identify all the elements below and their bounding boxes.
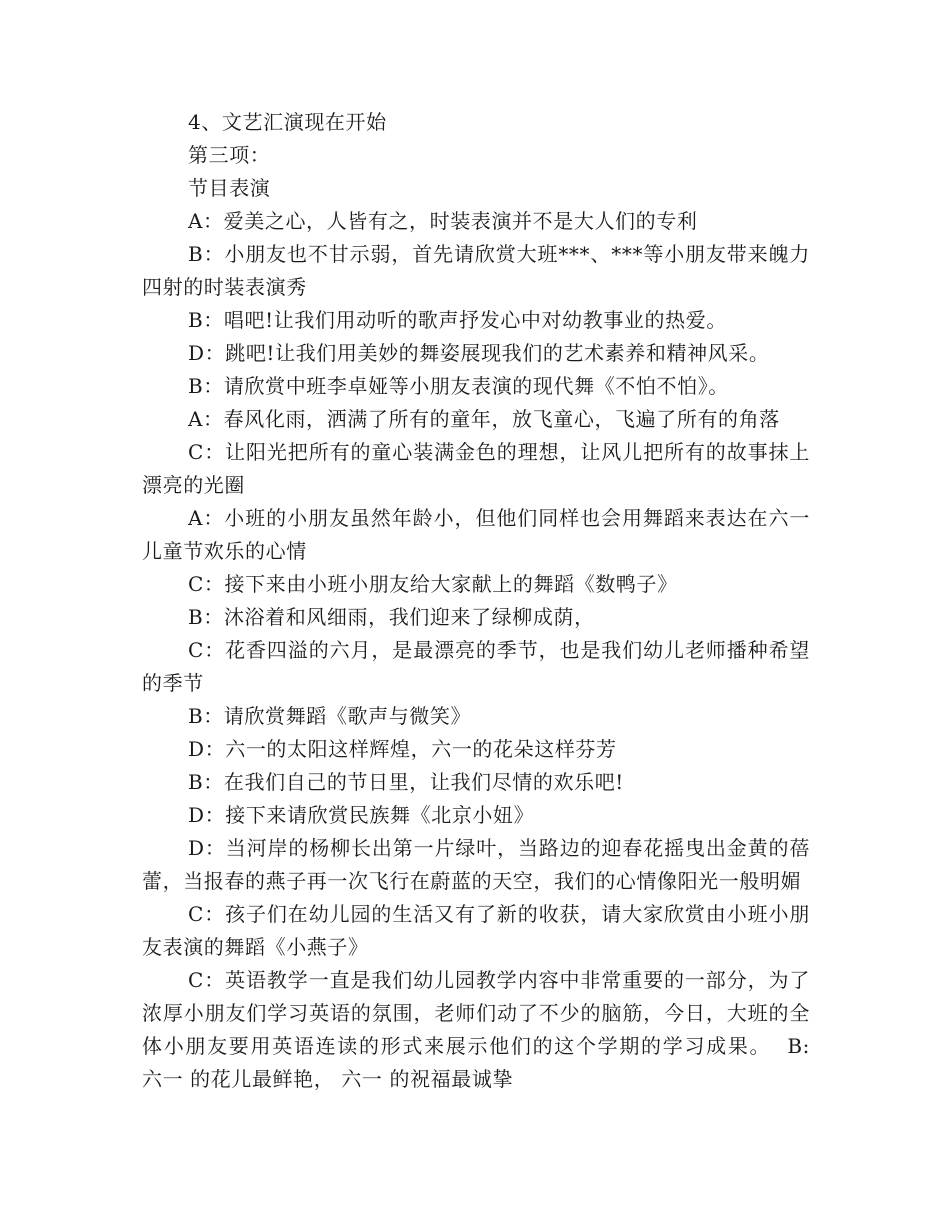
paragraph-6: B：唱吧!让我们用动听的歌声抒发心中对幼教事业的热爱。 bbox=[188, 308, 727, 332]
paragraph-5: B：小朋友也不甘示弱，首先请欣赏大班***、***等小朋友带来魄力四射的时装表演秀 bbox=[142, 242, 810, 299]
paragraph-1: 4、文艺汇演现在开始 bbox=[188, 110, 387, 134]
paragraph-17: B：在我们自己的节日里，让我们尽情的欢乐吧! bbox=[188, 770, 624, 794]
paragraph-10: C：让阳光把所有的童心装满金色的理想，让风儿把所有的故事抹上漂亮的光圈 bbox=[142, 440, 810, 497]
paragraph-4: A：爱美之心，人皆有之，时装表演并不是大人们的专利 bbox=[188, 209, 698, 233]
paragraph-19: D：当河岸的杨柳长出第一片绿叶，当路边的迎春花摇曳出金黄的蓓蕾，当报春的燕子再一次飞行在蔚蓝的天空，我们的心情像阳光一般明媚 bbox=[142, 836, 810, 893]
paragraph-7: D：跳吧!让我们用美妙的舞姿展现我们的艺术素养和精神风采。 bbox=[188, 341, 770, 365]
paragraph-11: A：小班的小朋友虽然年龄小，但他们同样也会用舞蹈来表达在六一儿童节欢乐的心情 bbox=[142, 506, 810, 563]
paragraph-15: B：请欣赏舞蹈《歌声与微笑》 bbox=[188, 704, 472, 728]
paragraph-12: C：接下来由小班小朋友给大家献上的舞蹈《数鸭子》 bbox=[188, 572, 678, 596]
paragraph-9: A：春风化雨，洒满了所有的童年，放飞童心，飞遍了所有的角落 bbox=[188, 407, 780, 431]
paragraph-18: D：接下来请欣赏民族舞《北京小妞》 bbox=[188, 803, 535, 827]
paragraph-16: D：六一的太阳这样辉煌，六一的花朵这样芬芳 bbox=[188, 737, 617, 761]
paragraph-14: C：花香四溢的六月，是最漂亮的季节，也是我们幼儿老师播种希望的季节 bbox=[142, 638, 810, 695]
paragraph-8: B：请欣赏中班李卓娅等小朋友表演的现代舞《不怕不怕》。 bbox=[188, 374, 729, 398]
paragraph-21: C：英语教学一直是我们幼儿园教学内容中非常重要的一部分，为了浓厚小朋友们学习英语的氛围，老师们动了不少的脑筋，今日，大班的全体小朋友要用英语连读的形式来展示他们的这个学期的学习成果。 B: 六一 的花儿最鲜艳， 六一 的祝福最诚挚 bbox=[142, 968, 824, 1091]
paragraph-2: 第三项： bbox=[188, 143, 271, 167]
paragraph-3: 节目表演 bbox=[188, 176, 271, 200]
paragraph-20: C：孩子们在幼儿园的生活又有了新的收获，请大家欣赏由小班小朋友表演的舞蹈《小燕子》 bbox=[142, 902, 810, 959]
document-body bbox=[142, 106, 824, 1096]
paragraph-13: B：沐浴着和风细雨，我们迎来了绿柳成荫， bbox=[188, 605, 595, 629]
